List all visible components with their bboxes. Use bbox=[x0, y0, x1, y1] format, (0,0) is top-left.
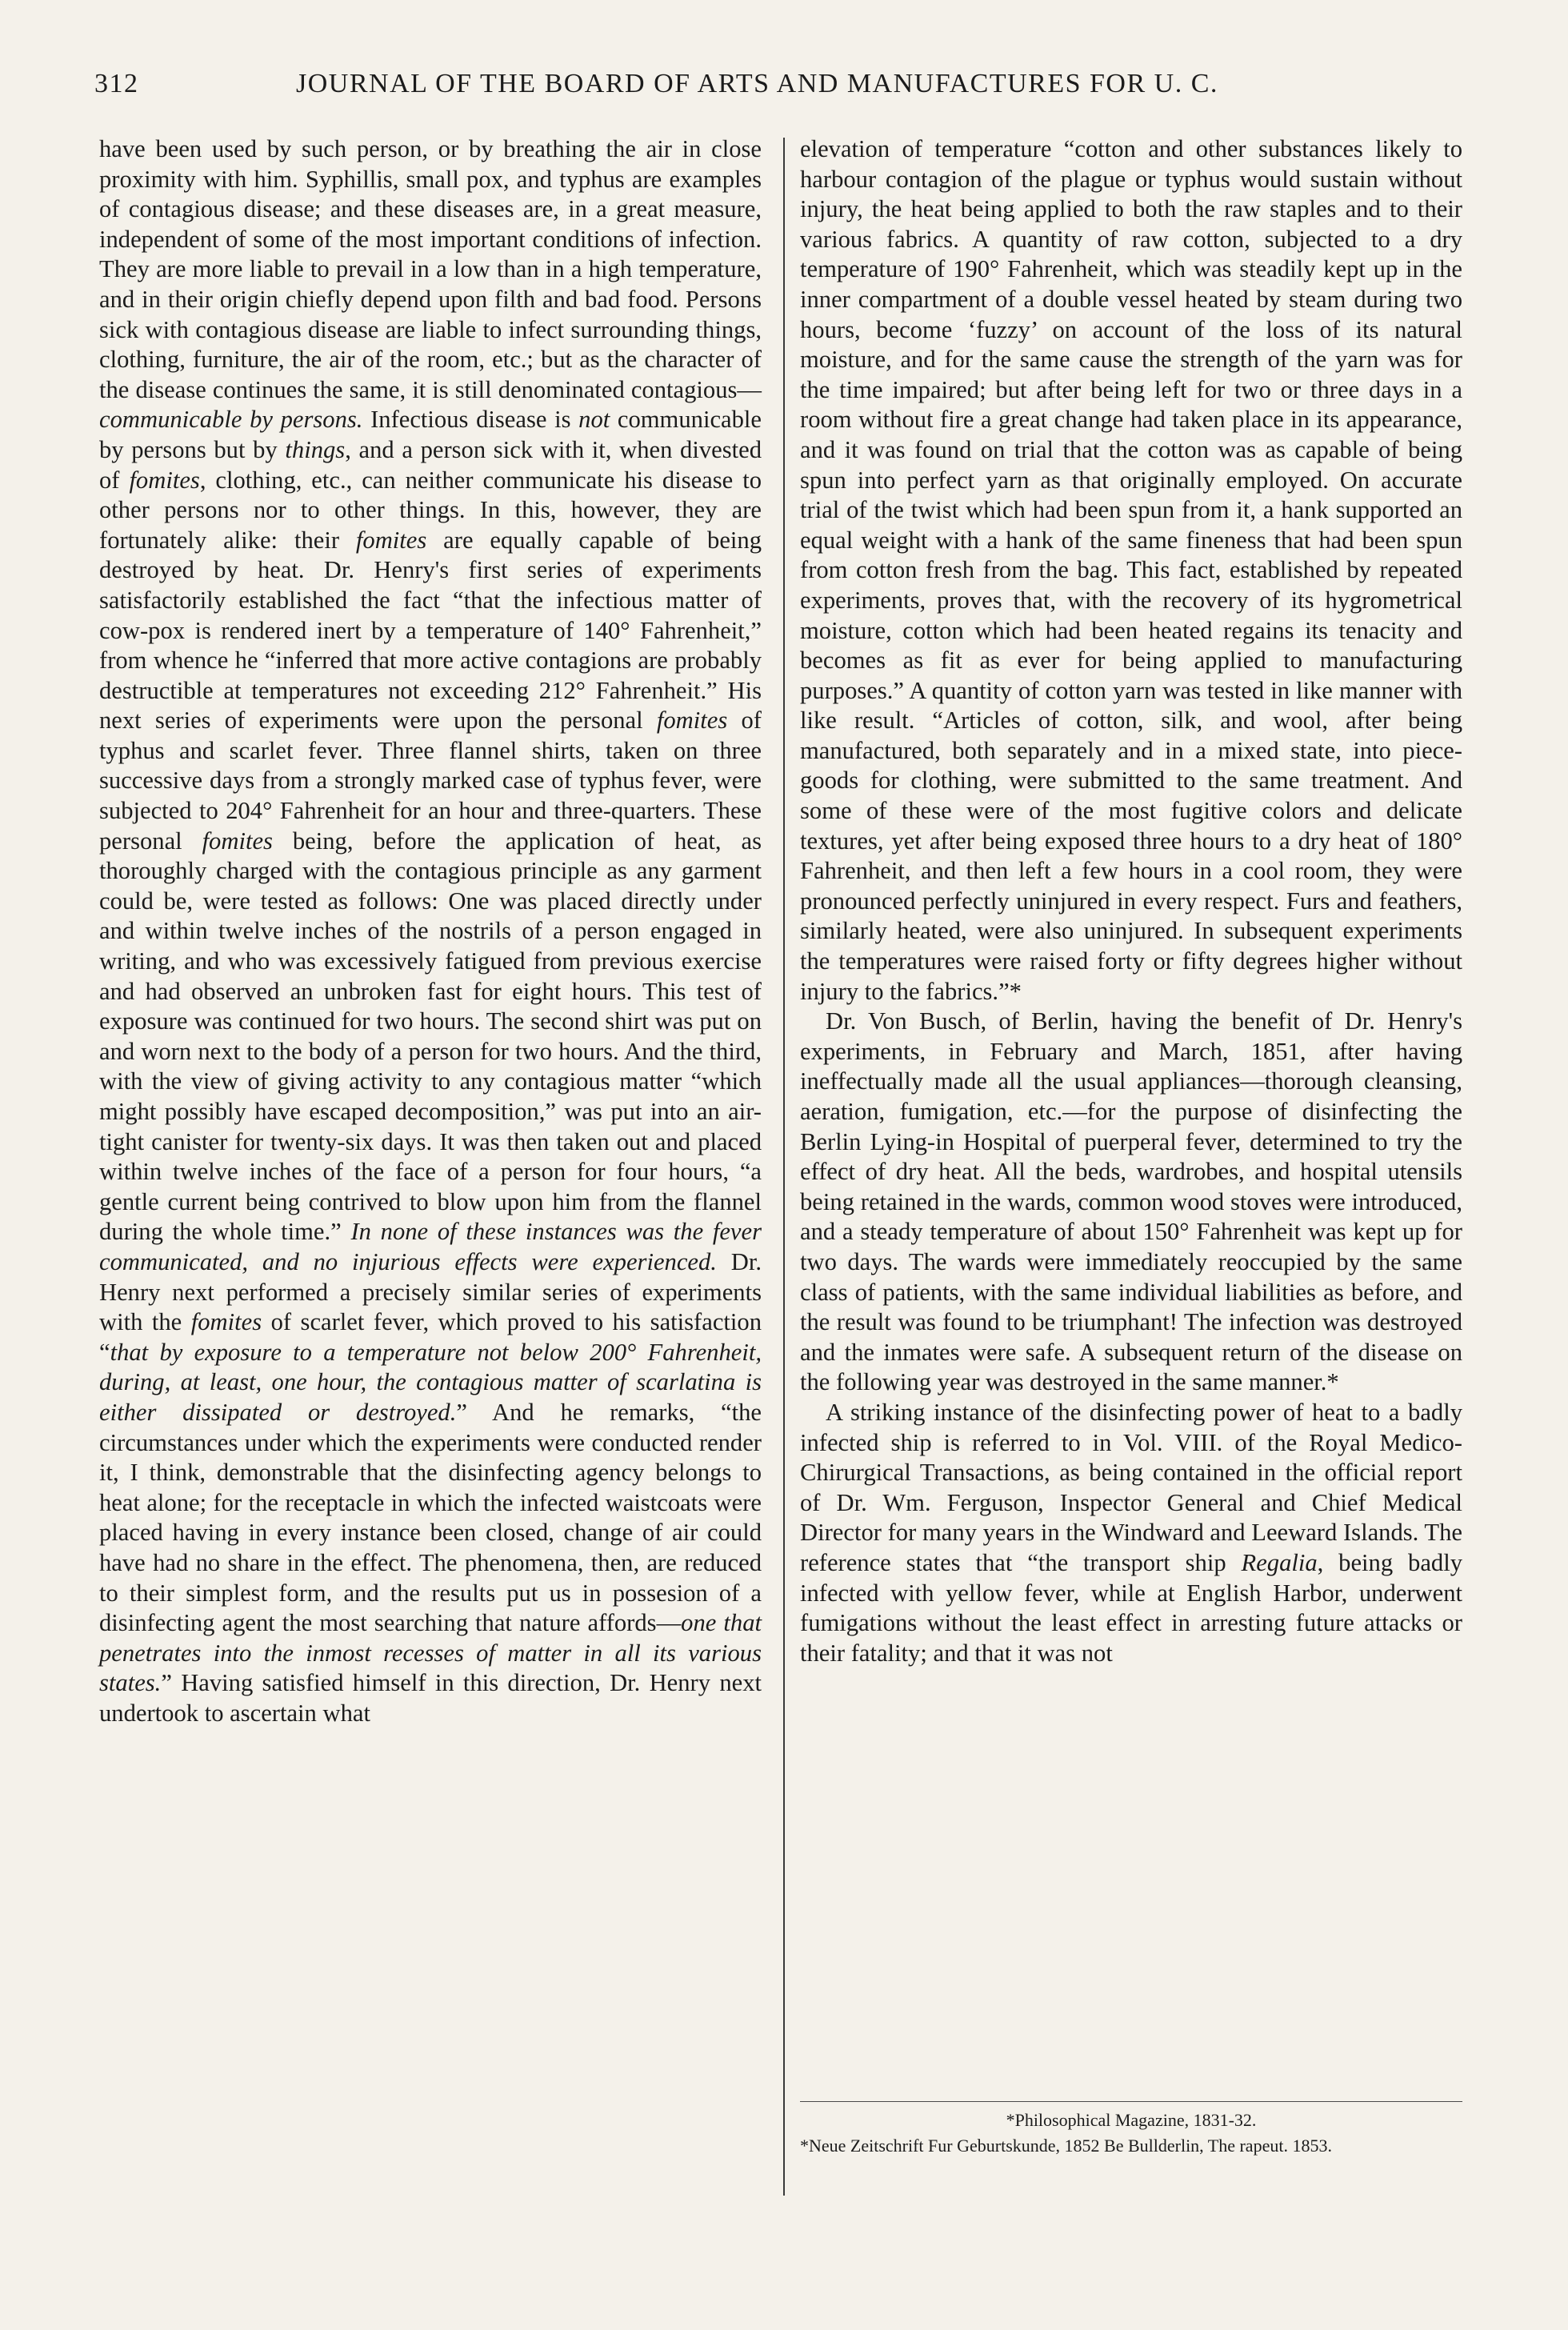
left-paragraph: have been used by such person, or by breathing the air in close proximity with him. Syphillis, small pox, and typhus are examples of contagious disease; and these diseases are, in a great measure, independent of some of the most important conditions of infection. They are more liable to prevail in a low than in a high temperature, and in their origin chiefly depend upon filth and bad food. Persons sick with contagious disease are liable to infect surrounding things, clothing, furniture, the air of the room, etc.; but as the character of the disease continues the same, it is still denominated contagious—communicable by persons. Infectious disease is not communicable by persons but by things, and a person sick with it, when divested of fomites, clothing, etc., can neither communicate his disease to other persons nor to other things. In this, however, they are fortunately alike: their fomites are equally capable of being destroyed by heat. Dr. Henry's first series of experiments satisfactorily established the fact “that the infectious matter of cow-pox is rendered inert by a temperature of 140° Fahrenheit,” from whence he “inferred that more active contagions are probably destructible at temperatures not exceeding 212° Fahrenheit.” His next series of experiments were upon the personal fomites of typhus and scarlet fever. Three flannel shirts, taken on three successive days from a strongly marked case of typhus fever, were subjected to 204° Fahrenheit for an hour and three-quarters. These personal fomites being, before the application of heat, as thoroughly charged with the contagious principle as any garment could be, were tested as follows: One was placed directly under and within twelve inches of the nostrils of a person engaged in writing, and who was excessively fatigued from previous exercise and had observed an unbroken fast for eight hours. This test of exposure was continued for two hours. The second shirt was put on and worn next to the body of a person for two hours. And the third, with the view of giving activity to any contagious matter “which might possibly have escaped decomposition,” was put into an air-tight canister for twenty-six days. It was then taken out and placed within twelve inches of the face of a person for four hours, “a gentle current being contrived to blow upon him from the flannel during the whole time.” In none of these instances was the fever communicated, and no injurious effects were experienced. Dr. Henry next performed a precisely similar series of experiments with the fomites of scarlet fever, which proved to his satisfaction “that by exposure to a temperature not below 200° Fahrenheit, during, at least, one hour, the contagious matter of scarlatina is either dissipated or destroyed.” And he remarks, “the circumstances under which the experiments were conducted render it, I think, demonstrable that the disinfecting agency belongs to heat alone; for the receptacle in which the infected waistcoats were placed having in every instance been closed, change of air could have had no share in the effect. The phenomena, then, are reduced to their simplest form, and the results put us in possesion of a disinfecting agent the most searching that nature affords—one that penetrates into the inmost recesses of matter in all its various states.” Having satisfied himself in this direction, Dr. Henry next undertook to ascertain what bbox=[99, 135, 762, 1727]
right-column bbox=[800, 134, 1462, 1668]
left-column bbox=[99, 134, 762, 1728]
footnote-1: *Philosophical Magazine, 1831-32. bbox=[1006, 2110, 1257, 2130]
page-number: 312 bbox=[94, 69, 139, 98]
footnote-2: *Neue Zeitschrift Fur Geburtskunde, 1852 Be Bullderlin, The rapeut. 1853. bbox=[800, 2136, 1332, 2156]
right-paragraph-3: A striking instance of the disinfecting power of heat to a badly infected ship is referred to in Vol. VIII. of the Royal Medico-Chirurgical Transactions, as being contained in the official report of Dr. Wm. Ferguson, Inspector General and Chief Medical Director for many years in the Windward and Leeward Islands. The reference states that “the transport ship Regalia, being badly infected with yellow fever, while at English Harbor, underwent fumigations without the least effect in arresting future attacks or their fatality; and that it was not bbox=[800, 1398, 1462, 1667]
right-paragraph-2: Dr. Von Busch, of Berlin, having the benefit of Dr. Henry's experiments, in February and March, 1851, after having ineffectually made all the usual appliances—thorough cleansing, aeration, fumigation, etc.—for the purpose of disinfecting the Berlin Lying-in Hospital of puerperal fever, determined to try the effect of dry heat. All the beds, wardrobes, and hospital utensils being retained in the wards, common wood stoves were introduced, and a steady temperature of about 150° Fahrenheit was kept up for two days. The wards were immediately reoccupied by the same class of patients, with the same individual liabilities as before, and the result was found to be triumphant! The infection was destroyed and the inmates were safe. A subsequent return of the disease on the following year was destroyed in the same manner.* bbox=[800, 1007, 1462, 1396]
footnote-separator bbox=[800, 2101, 1462, 2102]
running-header bbox=[94, 69, 1502, 107]
running-title: JOURNAL OF THE BOARD OF ARTS AND MANUFACTURES FOR U. C. bbox=[296, 69, 1218, 98]
right-paragraph-1: elevation of temperature “cotton and other substances likely to harbour contagion of the plague or typhus would sustain without injury, the heat being applied to both the raw staples and to their various fabrics. A quantity of raw cotton, subjected to a dry temperature of 190° Fahrenheit, which was steadily kept up in the inner compartment of a double vessel heated by steam during two hours, become ‘fuzzy’ on account of the loss of its natural moisture, and for the same cause the strength of the yarn was for the time impaired; but after being left for two or three days in a room without fire a great change had taken place in its appearance, and it was found on trial that the cotton was as capable of being spun into perfect yarn as that originally employed. On accurate trial of the twist which had been spun from it, a hank supported an equal weight with a hank of the same fineness that had been spun from cotton fresh from the bag. This fact, established by repeated experiments, proves that, with the recovery of its hygrometrical moisture, cotton which had been heated regains its tenacity and becomes as fit as ever for being applied to manufacturing purposes.” A quantity of cotton yarn was tested in like manner with like result. “Articles of cotton, silk, and wool, after being manufactured, both separately and in a mixed state, into piece-goods for clothing, were submitted to the same treatment. And some of these were of the most fugitive colors and delicate textures, yet after being exposed three hours to a dry heat of 180° Fahrenheit, and then left a few hours in a cool room, they were pronounced perfectly uninjured in every respect. Furs and feathers, similarly heated, were also uninjured. In subsequent experiments the temperatures were raised forty or fifty degrees higher without injury to the fabrics.”* bbox=[800, 135, 1462, 1005]
column-divider bbox=[783, 138, 785, 2196]
